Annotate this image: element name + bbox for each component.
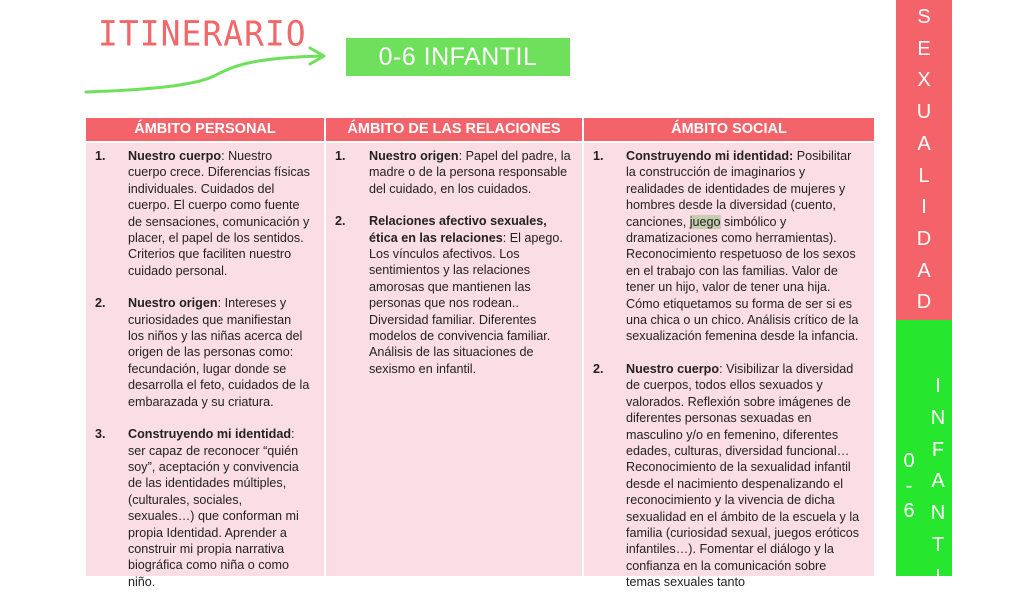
- item-text: : Nuestro cuerpo crece. Diferencias físicas individuales. Cuidados del cuerpo. El cuerpo como fuente de sensaciones, comunicación y placer, el papel de los sentidos. Criterios que faciliten nuestro cuidado personal.: [128, 149, 310, 278]
- item-number: 2.: [335, 214, 346, 229]
- column-header: ÁMBITO DE LAS RELACIONES: [326, 118, 582, 143]
- arrow-icon: [84, 40, 334, 100]
- item-body: [626, 148, 866, 345]
- item-text: simbólico y dramatizaciones como herramientas). Reconocimiento respetuoso de los sexos en el trabajo con las familias. Valor de tener un hijo, valor de tener una hija. Cómo etiquetamos su forma de ser si es una chica o un chico. Análisis crítico de la sexualización femenina desde la infancia.: [626, 214, 859, 344]
- item-list: [86, 143, 324, 590]
- item-title: Nuestro cuerpo: [626, 361, 720, 376]
- vertical-letter: I: [935, 375, 941, 397]
- column-social: [582, 118, 874, 590]
- item-body: [128, 295, 316, 410]
- item-body: [128, 148, 316, 279]
- item-text: : El apego. Los vínculos afectivos. Los sentimientos y las relaciones amorosas que mantienen las personas que nos rodean.. Diversidad familiar. Diferentes modelos de convivencia familiar. Análisis de las situaciones de sexismo en infantil.: [369, 230, 563, 376]
- vertical-word-infantil: [928, 371, 948, 594]
- vertical-letter: A: [917, 259, 931, 282]
- item-title: Nuestro cuerpo: [128, 149, 222, 163]
- item-body: [626, 361, 866, 591]
- list-item: [86, 426, 316, 590]
- column-relaciones: [324, 118, 582, 576]
- item-text: : ser capaz de reconocer “quién soy”, aceptación y convivencia de las identidades múltiples, (culturales, sociales, sexuales…) que conforman mi propia Identidad. Aprender a construir mi propia narrativa biográfica como niña o como niño.: [128, 427, 299, 589]
- vertical-letter: 0: [903, 450, 915, 472]
- vertical-letter: X: [917, 69, 931, 92]
- list-item: [86, 148, 316, 279]
- list-item: [584, 148, 866, 345]
- item-number: 1.: [95, 149, 106, 163]
- vertical-letter: N: [930, 502, 946, 525]
- item-text: Posibilitar la construcción de imaginarios y realidades de identidades de mujeres y hombres desde la diversidad (cuento, canciones,: [626, 149, 852, 229]
- item-list: [584, 143, 874, 591]
- item-title: Relaciones afectivo sexuales, ética en las relaciones: [369, 214, 547, 245]
- item-number: 3.: [95, 427, 106, 442]
- vertical-word-sexualidad: [896, 2, 952, 319]
- content-table: [86, 118, 874, 590]
- column-personal: [86, 118, 324, 589]
- vertical-letter: N: [930, 406, 946, 429]
- highlighted-word: juego: [689, 214, 721, 229]
- stage-badge: 0-6 INFANTIL: [346, 38, 570, 76]
- item-text: : Visibilizar la diversidad de cuerpos, todos ellos sexuados y valorados. Reflexión sobre imágenes de diferentes personas sexuadas en masculino y/o en femenino, diferentes edades, culturas, diversidad funcional… Reconocimiento de la sexualidad infantil desde el nacimiento despenalizando el reconocimiento y la vivencia de dicha sexualidad en el ámbito de la escuela y la familia (curiosidad sexual, juegos eróticos infantiles…). Fomentar el diálogo y la confianza en la comunicación sobre temas sexuales tanto: [626, 361, 860, 590]
- vertical-letter: L: [918, 164, 930, 187]
- vertical-letter: U: [916, 101, 932, 124]
- vertical-letter: T: [931, 533, 945, 556]
- item-list: [326, 143, 582, 377]
- vertical-letter: I: [935, 565, 941, 588]
- vertical-letter: F: [931, 438, 945, 461]
- item-text: : Papel del padre, la madre o de la persona responsable del cuidado, en los cuidados.: [369, 149, 571, 196]
- item-title: Construyendo mi identidad:: [626, 149, 794, 163]
- item-text: : Intereses y curiosidades que manifiestan los niños y las niñas acerca del origen de las personas como: fecundación, lugar donde se desarrolla el feto, cuidados de la embarazada y su criatura.: [128, 296, 310, 409]
- list-item: [326, 213, 574, 377]
- item-number: 2.: [593, 361, 604, 376]
- vertical-letter: 6: [903, 500, 915, 522]
- vertical-letter: -: [905, 475, 913, 497]
- item-body: [369, 148, 574, 197]
- vertical-age-range: [898, 449, 920, 524]
- item-title: Nuestro origen: [128, 296, 218, 311]
- vertical-letter: D: [916, 291, 932, 314]
- column-header: ÁMBITO SOCIAL: [584, 118, 874, 143]
- item-title: Construyendo mi identidad: [128, 427, 292, 442]
- vertical-letter: S: [917, 6, 931, 28]
- list-item: [86, 295, 316, 410]
- sidebar-sexualidad: [896, 0, 952, 320]
- item-body: [128, 426, 316, 590]
- itinerario-title: ITINERARIO: [98, 13, 307, 54]
- vertical-letter: I: [921, 196, 927, 219]
- item-number: 2.: [95, 296, 106, 311]
- sidebar-infantil: [896, 320, 952, 588]
- list-item: [326, 148, 574, 197]
- vertical-letter: D: [916, 227, 932, 250]
- vertical-letter: E: [917, 37, 931, 60]
- vertical-letter: A: [917, 132, 931, 155]
- column-header: ÁMBITO PERSONAL: [86, 118, 324, 143]
- vertical-letter: A: [931, 470, 945, 493]
- item-body: [369, 213, 574, 377]
- item-number: 1.: [335, 149, 346, 163]
- list-item: [584, 361, 866, 591]
- item-number: 1.: [593, 149, 604, 163]
- item-title: Nuestro origen: [369, 149, 459, 163]
